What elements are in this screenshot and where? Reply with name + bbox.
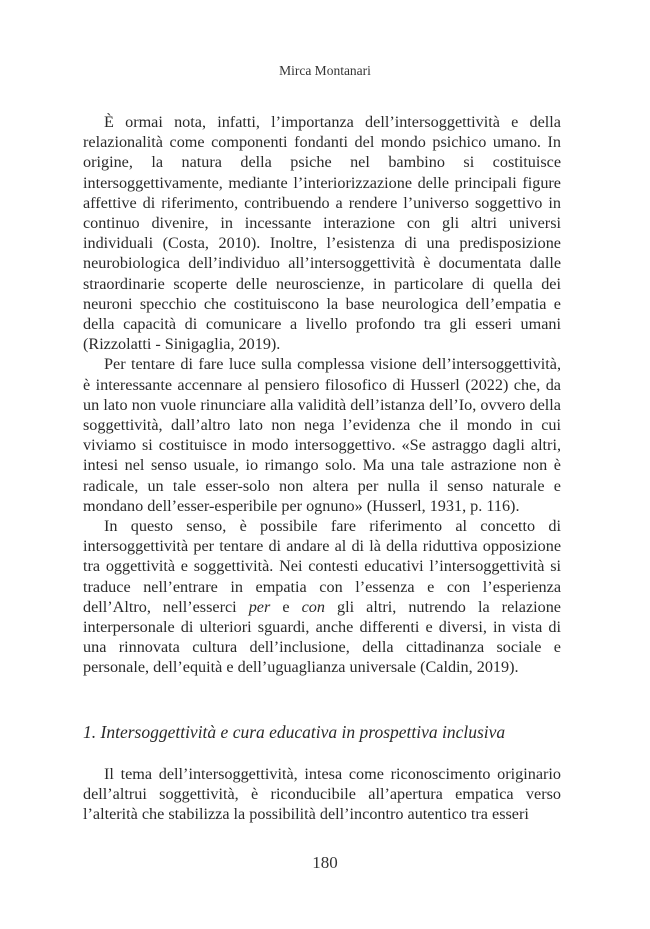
paragraph-3-text-mid: e: [270, 597, 302, 616]
page-number: 180: [312, 853, 338, 872]
running-head: Mirca Montanari: [279, 63, 371, 78]
paragraph-3: [83, 516, 561, 678]
paragraph-2: Per tentare di fare luce sulla complessa visione dell’intersoggettività, è interessante accennare al pensiero filosofico di Husserl (2022) che, da un lato non vuole rinunciare alla validità dell’istanza dell’Io, ovvero della soggettività, dall’altro lato non nega l’evidenza che il mondo in cui viviamo si costituisce in modo intersoggettivo. «Se astraggo dagli altri, intesi nel senso usuale, io rimango solo. Ma una tale astrazione non è radicale, un tale esser-solo non altera per nulla il senso naturale e mondano dell’esser-esperibile per ognuno» (Husserl, 1931, p. 116).: [83, 355, 561, 515]
paragraph-3-text-before: In questo senso, è possibile fare riferimento al concetto di intersoggettività per tentare di andare al di là della riduttiva opposizione tra oggettività e soggettività. Nei contesti educativi l’intersoggettività si traduce nell’entrare in empatia con l’essenza e con l’esperienza dell’Altro, nell’esserci: [83, 517, 561, 616]
paragraph-3-text-after: gli altri, nutrendo la relazione interpersonale di ulteriori sguardi, anche differenti e diversi, in vista di una rinnovata cultura dell’inclusione, della cittadinanza sociale e personale, dell’equità e dell’uguaglianza universale (Caldin, 2019).: [83, 597, 561, 677]
section-heading: 1. Intersoggettività e cura educativa in prospettiva inclusiva: [83, 722, 506, 742]
italic-per: per: [248, 597, 271, 616]
italic-con: con: [301, 597, 325, 616]
section-text: [83, 764, 561, 825]
paragraph-1: È ormai nota, infatti, l’importanza dell’intersoggettività e della relazionalità come componenti fondanti del mondo psichico umano. In origine, la natura della psiche nel bambino si costituisce intersoggettivamente, mediante l’interiorizzazione delle principali figure affettive di riferimento, contribuendo a rendere l’universo soggettivo in continuo divenire, in incessante interazione con gli altri universi individuali (Costa, 2010). Inoltre, l’esistenza di una predisposizione neurobiologica dell’individuo all’intersoggettività è documentata dalle straordinarie scoperte delle neuroscienze, in particolare di quella dei neuroni specchio che costituiscono la base neurologica dell’empatia e della capacità di comunicare a livello profondo tra gli esseri umani (Rizzolatti - Sinigaglia, 2019).: [83, 113, 561, 354]
body-text: [83, 112, 561, 678]
section-paragraph: Il tema dell’intersoggettività, intesa come riconoscimento originario dell’altrui soggettività, è riconducibile all’apertura empatica verso l’alterità che stabilizza la possibilità dell’incontro autentico tra esseri: [83, 765, 561, 824]
